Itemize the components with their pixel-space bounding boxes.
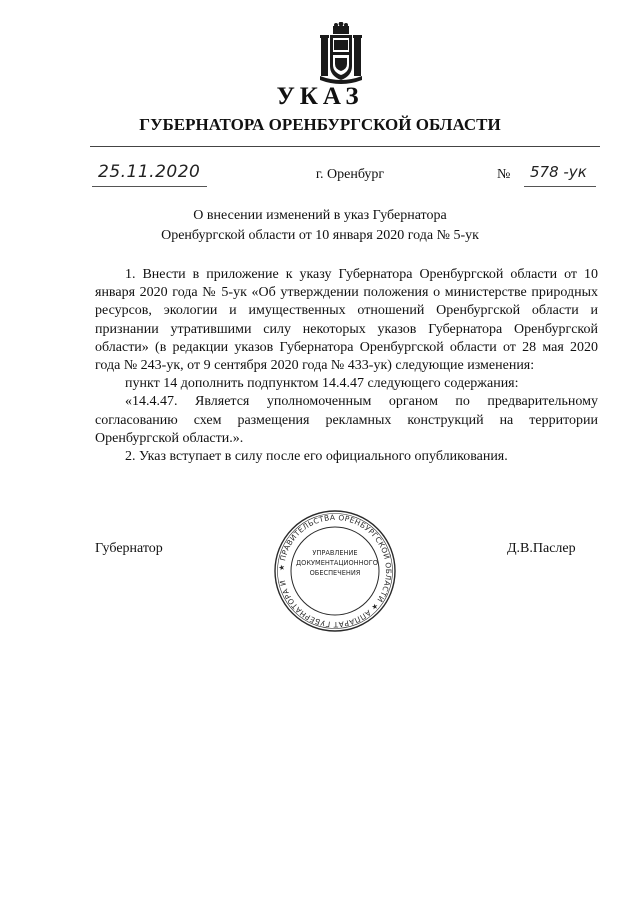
signatory-role: Губернатор <box>95 541 163 556</box>
signatory-name: Д.В.Паслер <box>507 541 576 556</box>
header-divider <box>90 146 600 147</box>
subject-line-2: Оренбургской области от 10 января 2020 года № 5-ук <box>161 228 479 243</box>
document-subject <box>0 206 640 246</box>
seal-center-line-2: ДОКУМЕНТАЦИОННОГО <box>296 559 378 567</box>
city-label: г. Оренбург <box>315 167 385 182</box>
seal-center-line-3: ОБЕСПЕЧЕНИЯ <box>309 569 361 577</box>
coat-of-arms-icon <box>318 22 364 84</box>
body-paragraph-1: 1. Внести в приложение к указу Губернатора Оренбургской области от 10 января 2020 года № 5-ук «Об утверждении положения о министерстве природных ресурсов, экологии и имущественных отношений Оренбургской области и признании утратившими силу некоторых указов Губернатора Оренбургской области» (в редакции указов Губернатора Оренбургской области от 28 мая 2020 года № 243-ук, от 9 сентября 2020 года № 433-ук) следующие изменения: <box>95 267 598 374</box>
document-issuer: ГУБЕРНАТОРА ОРЕНБУРГСКОЙ ОБЛАСТИ <box>139 115 501 134</box>
body-paragraph-3: «14.4.47. Является уполномоченным органом по предварительному согласованию схем размещения рекламных конструкций на территории Оренбургской области.». <box>95 394 598 446</box>
subject-line-1: О внесении изменений в указ Губернатора <box>193 208 447 223</box>
document-body <box>95 266 598 466</box>
seal-center-text <box>296 548 378 578</box>
body-paragraph-4: 2. Указ вступает в силу после его официального опубликования. <box>125 449 508 465</box>
seal-center-line-1: УПРАВЛЕНИЕ <box>312 549 358 557</box>
number-sign: № <box>497 167 511 182</box>
document-type-title: УКАЗ <box>276 83 364 110</box>
date-field <box>92 160 207 187</box>
number-field <box>524 160 596 187</box>
seal-ring-text: ★ ПРАВИТЕЛЬСТВА ОРЕНБУРГСКОЙ ОБЛАСТИ ★ АППАРАТ ГУБЕРНАТОРА И <box>276 512 394 630</box>
body-paragraph-2: пункт 14 дополнить подпунктом 14.4.47 следующего содержания: <box>125 376 519 392</box>
number-value: 578 -ук <box>530 163 587 181</box>
date-value: 25.11.2020 <box>98 162 201 182</box>
